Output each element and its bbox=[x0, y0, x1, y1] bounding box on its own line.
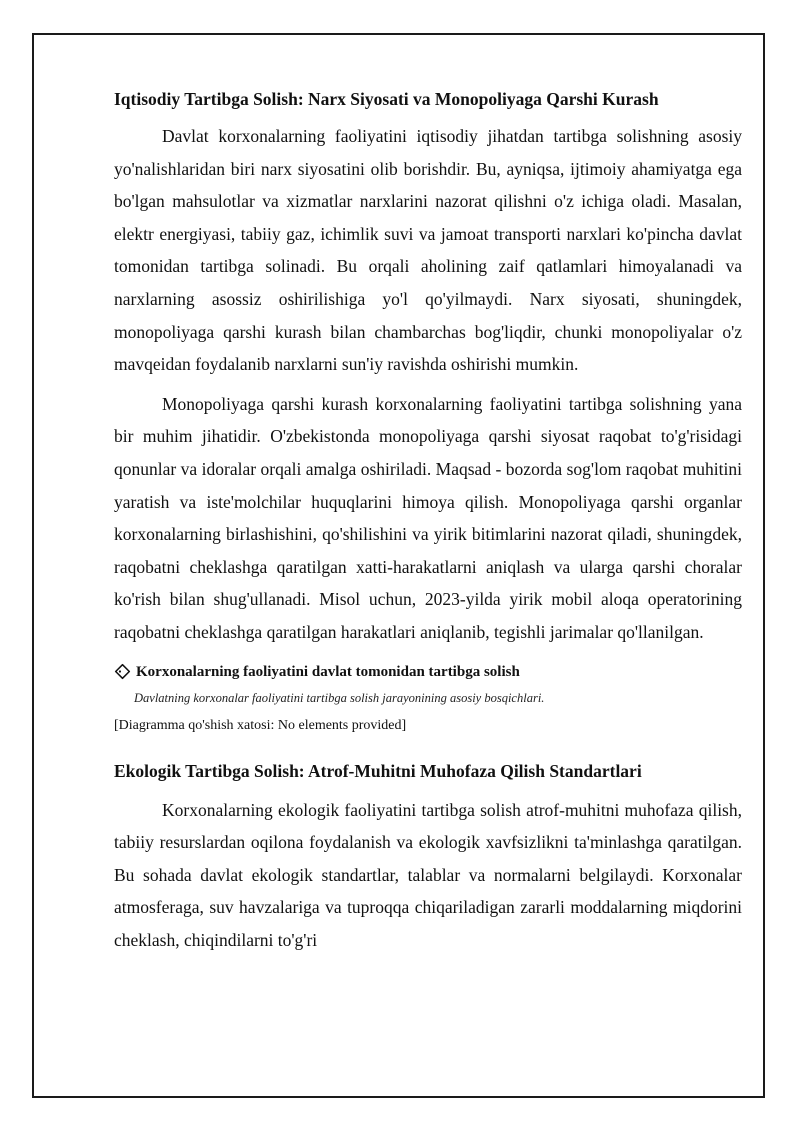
figure-title-row bbox=[114, 661, 742, 683]
paragraph-ecological-standards: Korxonalarning ekologik faoliyatini tartibga solish atrof-muhitni muhofaza qilish, tabiiy resurslardan oqilona foydalanish va ekologik xavfsizlikni ta'minlashga qaratilgan. Bu sohada davlat ekologik standartlar, talablar va normalarni belgilaydi. Korxonalar atmosferaga, suv havzalariga va tuproqqa chiqariladigan zararli moddalarning miqdorini cheklash, chiqindilarni to'g'ri bbox=[114, 799, 742, 950]
diamond-outline-icon bbox=[114, 663, 131, 680]
figure-block bbox=[114, 661, 742, 737]
section-heading-ecological: Ekologik Tartibga Solish: Atrof-Muhitni Muhofaza Qilish Standartlari bbox=[114, 760, 642, 781]
document-content bbox=[114, 86, 742, 956]
paragraph-antimonopoly: Monopoliyaga qarshi kurash korxonalarning faoliyatini tartibga solishning yana bir muhim jihatidir. O'zbekistonda monopoliyaga qarshi siyosat raqobat to'g'risidagi qonunlar va idoralar orqali amalga oshiriladi. Maqsad - bozorda sog'lom raqobat muhitini yaratish va iste'molchilar huquqlarini himoya qilish. Monopoliyaga qarshi organlar korxonalarning birlashishini, qo'shilishini va yirik bitimlarini nazorat qiladi, shuningdek, raqobatni cheklashga qaratilgan xatti-harakatlarni aniqlash va ularga qarshi choralar ko'rish bilan shug'ullanadi. Misol uchun, 2023-yilda yirik mobil aloqa operatorining raqobatni cheklashga qaratilgan harakatlari aniqlanib, tegishli jarimalar qo'llanilgan. bbox=[114, 393, 742, 642]
section-heading-economic: Iqtisodiy Tartibga Solish: Narx Siyosati va Monopoliyaga Qarshi Kurash bbox=[114, 89, 659, 109]
diagram-error-message: [Diagramma qo'shish xatosi: No elements provided] bbox=[114, 717, 407, 733]
paragraph-price-policy: Davlat korxonalarning faoliyatini iqtisodiy jihatdan tartibga solishning asosiy yo'nalishlaridan biri narx siyosatini olib borishdir. Bu, ayniqsa, ijtimoiy ahamiyatga ega bo'lgan mahsulotlar va xizmatlar narxlarini nazorat qilishni o'z ichiga oladi. Masalan, elektr energiyasi, tabiiy gaz, ichimlik suvi va jamoat transporti narxlari ko'pincha davlat tomonidan tartibga solinadi. Bu orqali aholining zaif qatlamlari himoyalanadi va narxlarning asossiz oshirilishiga yo'l qo'yilmaydi. Narx siyosati, shuningdek, monopoliyaga qarshi kurash bilan chambarchas bog'liqdir, chunki monopoliyalar o'z mavqeidan foydalanib narxlarni sun'iy ravishda oshirishi mumkin. bbox=[114, 126, 742, 375]
figure-caption: Davlatning korxonalar faoliyatini tartibga solish jarayonining asosiy bosqichlari. bbox=[134, 690, 545, 705]
figure-title: Korxonalarning faoliyatini davlat tomonidan tartibga solish bbox=[136, 663, 520, 680]
